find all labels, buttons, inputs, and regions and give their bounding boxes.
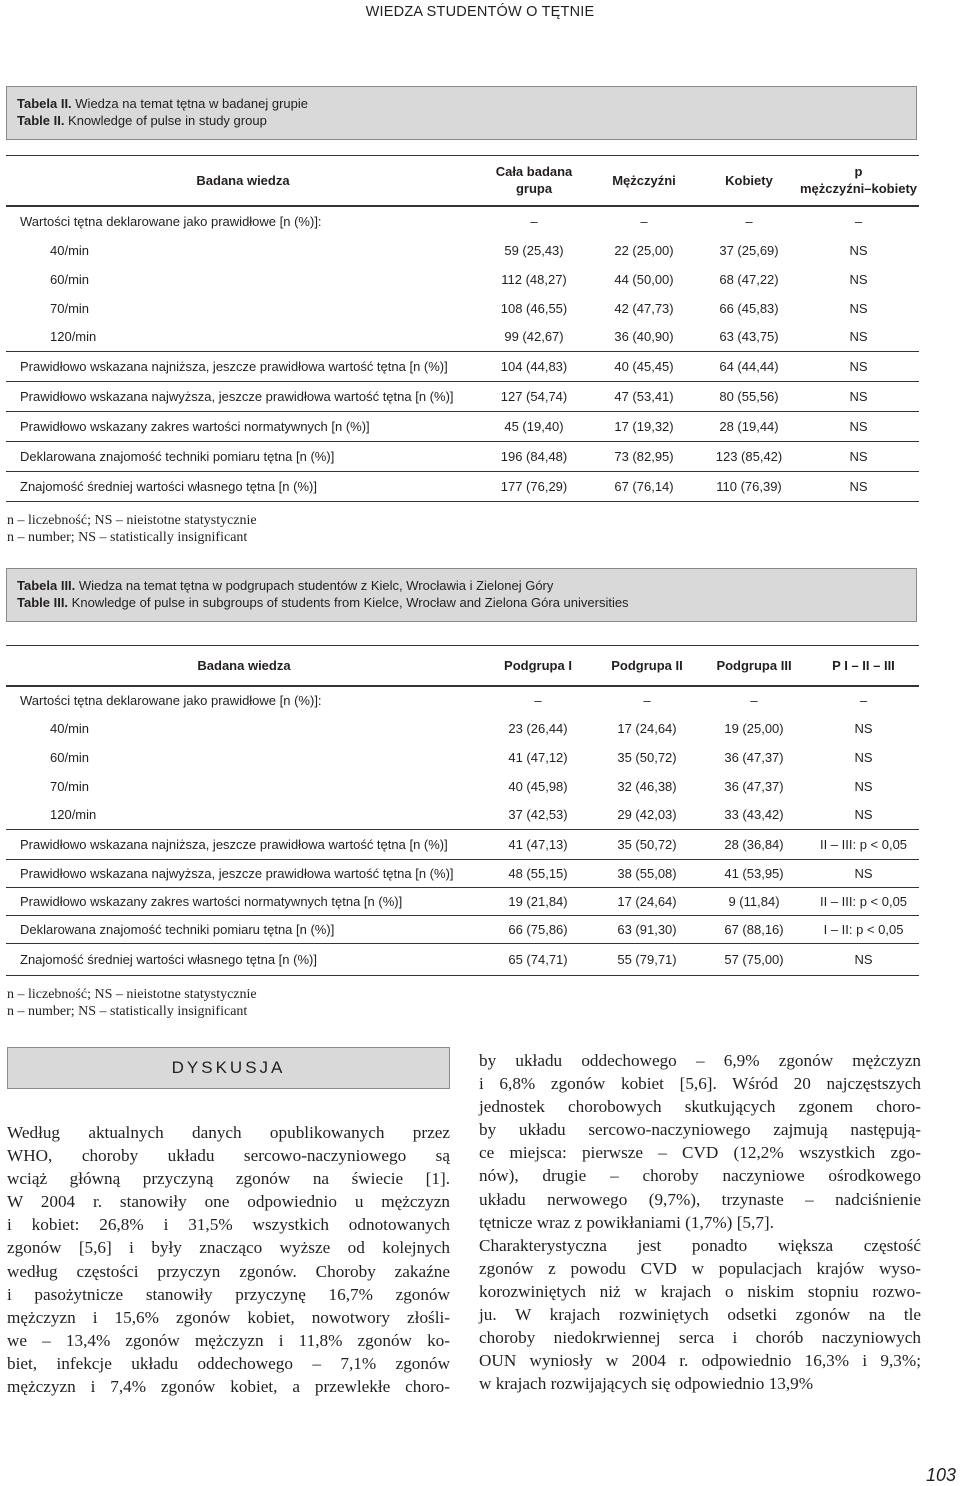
cell-value: 80 (55,56) (700, 382, 798, 412)
text-line: ce miejsca: pierwsze – CVD (12,2% wszystkich zgo- (479, 1143, 921, 1163)
running-title: WIEDZA STUDENTÓW O TĘTNIE (365, 4, 595, 20)
cell-value: 48 (55,15) (482, 860, 594, 888)
cell-p: NS (798, 472, 919, 502)
cell-value: 55 (79,71) (594, 944, 700, 976)
cell-value: 112 (48,27) (501, 271, 567, 287)
text-line: WHO, choroby układu sercowo-naczyniowego są (7, 1146, 450, 1166)
table3-col-sub2: Podgrupa II (594, 646, 700, 686)
cell-value: 19 (25,00) (724, 720, 784, 736)
cell-value: 41 (47,13) (482, 830, 594, 860)
table2-col-men: Mężczyźni (588, 156, 700, 206)
table-row (6, 294, 919, 323)
table-row (6, 412, 919, 442)
table-row (6, 801, 919, 830)
table-row (6, 888, 919, 916)
row-label: Znajomość średniej wartości własnego tętna [n (%)] (6, 944, 482, 976)
table2-caption (6, 86, 917, 140)
cell-value: 59 (25,43) (504, 242, 564, 258)
cell-value: 37 (25,69) (719, 242, 779, 258)
table-row (6, 860, 919, 888)
cell-p: NS (849, 329, 868, 345)
row-label: Prawidłowo wskazana najniższa, jeszcze prawidłowa wartość tętna [n (%)] (6, 830, 482, 860)
table2-col-p: p mężczyźni–kobiety (798, 156, 919, 206)
table2-col-all: Cała badana grupa (480, 156, 588, 206)
table-row (6, 830, 919, 860)
table3-col-p: P I – II – III (808, 646, 919, 686)
table3-col-sub3: Podgrupa III (700, 646, 808, 686)
table2-col-label: Badana wiedza (6, 156, 480, 206)
note-pl: n – liczebność; NS – nieistotne statystycznie (7, 987, 257, 1002)
text-line: W 2004 r. stanowiły one odpowiednio u mężczyzn (7, 1192, 450, 1212)
note-pl: n – liczebność; NS – nieistotne statystycznie (7, 513, 257, 528)
cell-value: 57 (75,00) (700, 944, 808, 976)
cell-value: 47 (53,41) (588, 382, 700, 412)
text-line: i 6,8% zgonów kobiet [5,6]. Wśród 20 najczęstszych (479, 1074, 921, 1094)
cell-p: I – II: p < 0,05 (808, 916, 919, 944)
cell-p: – (854, 213, 863, 229)
row-label: Znajomość średniej wartości własnego tętna [n (%)] (6, 472, 480, 502)
row-label: 70/min (50, 778, 90, 794)
table3-col-label: Badana wiedza (6, 646, 482, 686)
text-line: układu nerwowego (9,7%), trzynaste – nadciśnienie (479, 1189, 921, 1209)
row-label: Wartości tętna deklarowane jako prawidłowe [n (%)]: (20, 692, 322, 708)
cell-value: 28 (19,44) (700, 412, 798, 442)
cell-value: 42 (47,73) (614, 300, 674, 316)
table-row (6, 472, 919, 502)
text-line: zgonów z powodu CVD w populacjach krajów wyso- (479, 1258, 921, 1278)
cell-p: NS (798, 382, 919, 412)
discussion-right-column (479, 1049, 921, 1395)
cell-value: 99 (42,67) (504, 329, 564, 345)
text-line: biet, infekcje układu oddechowego – 7,1% zgonów (7, 1353, 450, 1373)
row-label: Prawidłowo wskazana najwyższa, jeszcze prawidłowa wartość tętna [n (%)] (6, 860, 482, 888)
row-label: Prawidłowo wskazany zakres wartości normatywnych tętna [n (%)] (6, 888, 482, 916)
table3-caption (6, 568, 917, 622)
table-row (6, 686, 919, 714)
cell-value: 9 (11,84) (700, 888, 808, 916)
cell-p: NS (849, 300, 868, 316)
table-row (6, 442, 919, 472)
row-label: 40/min (50, 242, 90, 258)
cell-value: 40 (45,45) (588, 352, 700, 382)
table-row (6, 352, 919, 382)
cell-value: 104 (44,83) (480, 352, 588, 382)
section-heading: DYSKUSJA (7, 1047, 450, 1089)
row-label: 120/min (50, 807, 97, 823)
table-row (6, 323, 919, 352)
text-line: ju. W krajach rozwiniętych odsetki zgonów na tle (479, 1305, 921, 1325)
table-row (6, 772, 919, 801)
cell-value: 127 (54,74) (480, 382, 588, 412)
cell-p: II – III: p < 0,05 (808, 830, 919, 860)
text-line: jednostek chorobowych skutkujących zgonem choro- (479, 1097, 921, 1117)
cell-value: – (534, 692, 542, 708)
cell-value: 196 (84,48) (480, 442, 588, 472)
cell-p: NS (854, 807, 873, 823)
row-label: Deklarowana znajomość techniki pomiaru tętna [n (%)] (6, 916, 482, 944)
row-label: 60/min (50, 271, 90, 287)
page-number: 103 (925, 1465, 956, 1485)
text-line: OUN wyniosły w 2004 r. odpowiednio 16,3% i 9,3%; (479, 1351, 921, 1371)
text-line: tętnicze wraz z powikłaniami (1,7%) [5,7]. (479, 1212, 774, 1232)
cell-p: NS (798, 352, 919, 382)
cell-p: NS (854, 749, 873, 765)
cell-p: NS (798, 442, 919, 472)
text-line: mężczyzn i 15,6% zgonów kobiet, nowotwory złośli- (7, 1307, 450, 1327)
cell-value: 37 (42,53) (508, 807, 568, 823)
cell-value: 63 (43,75) (719, 329, 779, 345)
cell-p: NS (849, 271, 868, 287)
table2-header-row (6, 156, 919, 206)
cell-p: NS (849, 242, 868, 258)
table-row (6, 265, 919, 294)
cell-value: 28 (36,84) (700, 830, 808, 860)
text-line: i kobiet: 26,8% i 31,5% wszystkich odnotowanych (7, 1215, 450, 1235)
row-label: Wartości tętna deklarowane jako prawidłowe [n (%)]: (20, 213, 322, 229)
table2 (6, 155, 919, 502)
cell-value: – (750, 692, 758, 708)
text-line: i pasożytnicze stanowiły przyczynę 16,7% zgonów (7, 1284, 450, 1304)
text-line: choroby niedokrwiennej serca i chorób naczyniowych (479, 1328, 921, 1348)
cell-p: – (859, 692, 868, 708)
table-row (6, 944, 919, 976)
table3-caption-pl: Tabela III. Wiedza na temat tętna w podgrupach studentów z Kielc, Wrocławia i Zielonej Góry (17, 578, 554, 593)
cell-p: NS (808, 860, 919, 888)
table-row (6, 382, 919, 412)
cell-value: 29 (42,03) (617, 807, 677, 823)
cell-value: 36 (47,37) (724, 749, 784, 765)
cell-value: 35 (50,72) (617, 749, 677, 765)
table2-caption-pl: Tabela II. Wiedza na temat tętna w badanej grupie (17, 96, 308, 111)
table-row (6, 916, 919, 944)
text-line: według częstości przyczyn zgonów. Choroby zakaźne (7, 1261, 450, 1281)
table3 (6, 645, 919, 976)
cell-p: NS (854, 778, 873, 794)
cell-value: 35 (50,72) (594, 830, 700, 860)
cell-value: 66 (45,83) (719, 300, 779, 316)
cell-value: 73 (82,95) (588, 442, 700, 472)
cell-value: – (640, 213, 648, 229)
cell-value: 41 (53,95) (700, 860, 808, 888)
cell-p: II – III: p < 0,05 (808, 888, 919, 916)
text-line: Według aktualnych danych opublikowanych przez (7, 1123, 450, 1142)
cell-value: 17 (24,64) (594, 888, 700, 916)
cell-p: NS (808, 944, 919, 976)
cell-value: 40 (45,98) (508, 778, 568, 794)
cell-value: 17 (19,32) (588, 412, 700, 442)
table2-col-women: Kobiety (700, 156, 798, 206)
cell-p: NS (854, 720, 873, 736)
row-label: 60/min (50, 749, 90, 765)
text-line: by układu oddechowego – 6,9% zgonów mężczyzn (479, 1051, 921, 1070)
row-label: Prawidłowo wskazana najniższa, jeszcze prawidłowa wartość tętna [n (%)] (6, 352, 480, 382)
cell-value: 177 (76,29) (480, 472, 588, 502)
table-row (6, 714, 919, 743)
cell-value: – (530, 213, 538, 229)
cell-value: 38 (55,08) (594, 860, 700, 888)
cell-value: 123 (85,42) (700, 442, 798, 472)
cell-value: 36 (47,37) (724, 778, 784, 794)
cell-value: 36 (40,90) (614, 329, 674, 345)
note-en: n – number; NS – statistically insignificant (7, 530, 248, 545)
row-label: 120/min (50, 329, 97, 345)
cell-value: 22 (25,00) (614, 242, 674, 258)
cell-value: 17 (24,64) (617, 720, 677, 736)
table-row (6, 743, 919, 772)
text-line: Charakterystyczna jest ponadto większa częstość (479, 1235, 921, 1255)
cell-value: 67 (76,14) (588, 472, 700, 502)
text-line: zgonów [5,6] i były znacząco wyższe od kolejnych (7, 1238, 450, 1258)
cell-value: 44 (50,00) (614, 271, 674, 287)
cell-value: 64 (44,44) (700, 352, 798, 382)
table3-notes (7, 986, 257, 1020)
discussion-left-column (7, 1121, 450, 1398)
row-label: Prawidłowo wskazana najwyższa, jeszcze prawidłowa wartość tętna [n (%)] (6, 382, 480, 412)
table2-caption-en: Table II. Knowledge of pulse in study group (17, 113, 267, 128)
table3-col-sub1: Podgrupa I (482, 646, 594, 686)
text-line: nów), drugie – choroby naczyniowe ośrodkowego (479, 1166, 921, 1186)
table2-notes (7, 512, 257, 546)
table3-header-row (6, 646, 919, 686)
cell-value: 66 (75,86) (482, 916, 594, 944)
table-row (6, 236, 919, 265)
row-label: 70/min (50, 300, 90, 316)
cell-value: 63 (91,30) (594, 916, 700, 944)
cell-value: 110 (76,39) (700, 472, 798, 502)
cell-value: 23 (26,44) (508, 720, 568, 736)
cell-value: 33 (43,42) (724, 807, 784, 823)
cell-value: 32 (46,38) (617, 778, 677, 794)
cell-value: – (745, 213, 753, 229)
table3-caption-en: Table III. Knowledge of pulse in subgroups of students from Kielce, Wrocław and Zielona Góra universities (17, 595, 629, 610)
cell-value: 65 (74,71) (482, 944, 594, 976)
text-line: korozwiniętych niż w krajach o niskim stopniu rozwo- (479, 1281, 921, 1301)
cell-value: 67 (88,16) (700, 916, 808, 944)
row-label: Deklarowana znajomość techniki pomiaru tętna [n (%)] (6, 442, 480, 472)
cell-value: – (643, 692, 651, 708)
text-line: wciąż główną przyczyną zgonów na świecie [1]. (7, 1169, 450, 1189)
cell-value: 108 (46,55) (500, 300, 568, 316)
row-label: Prawidłowo wskazany zakres wartości normatywnych [n (%)] (6, 412, 480, 442)
cell-p: NS (798, 412, 919, 442)
cell-value: 41 (47,12) (508, 749, 568, 765)
cell-value: 45 (19,40) (480, 412, 588, 442)
cell-value: 68 (47,22) (719, 271, 779, 287)
row-label: 40/min (50, 720, 90, 736)
note-en: n – number; NS – statistically insignificant (7, 1004, 248, 1019)
text-line: by układu sercowo-naczyniowego zajmują następują- (479, 1120, 921, 1140)
table-row (6, 206, 919, 236)
cell-value: 19 (21,84) (482, 888, 594, 916)
text-line: we – 13,4% zgonów mężczyzn i 11,8% zgonów ko- (7, 1330, 450, 1350)
text-line: w krajach rozwijających się odpowiednio 13,9% (479, 1374, 814, 1394)
text-line: mężczyzn i 7,4% zgonów kobiet, a przewlekłe choro- (7, 1377, 450, 1397)
